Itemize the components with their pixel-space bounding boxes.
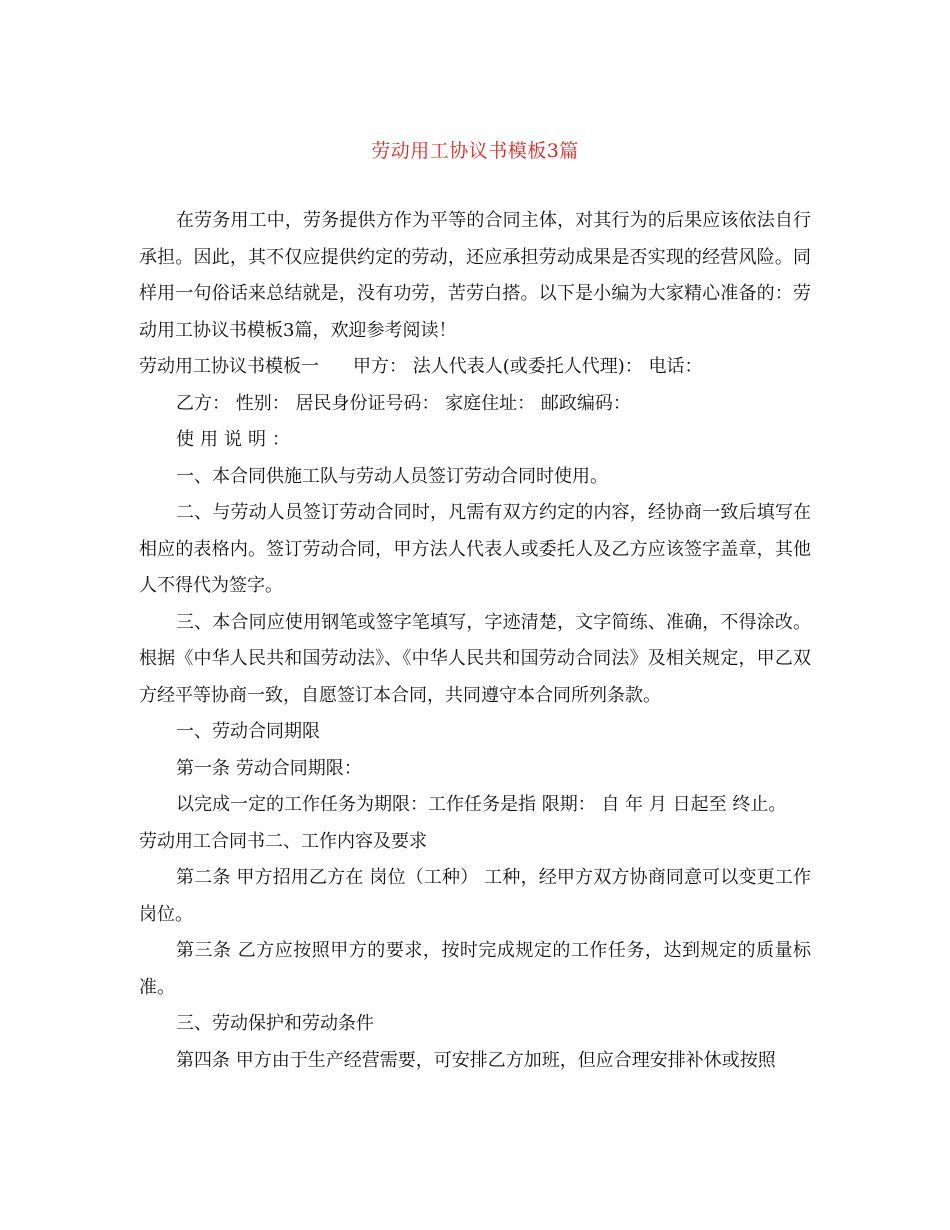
usage-item-3: 三、本合同应使用钢笔或签字笔填写，字迹清楚，文字简练、准确，不得涂改。根据《中华人民共和国劳动法》、《中华人民共和国劳动合同法》及相关规定，甲乙双方经平等协商一致，自愿签订本合同，共同遵守本合同所列条款。: [139, 611, 811, 706]
usage-item-2: 二、与劳动人员签订劳动合同时，凡需有双方约定的内容，经协商一致后填写在相应的表格内。签订劳动合同，甲方法人代表人或委托人及乙方应该签字盖章，其他人不得代为签字。: [139, 502, 811, 596]
article-2: 第二条 甲方招用乙方在 岗位（工种） 工种，经甲方双方协商同意可以变更工作岗位。: [139, 867, 811, 925]
section-heading-3: 三、劳动保护和劳动条件: [176, 1013, 374, 1034]
template-heading: 劳动用工协议书模板一: [139, 356, 319, 377]
intro-paragraph: 在劳务用工中，劳务提供方作为平等的合同主体，对其行为的后果应该依法自行承担。因此，其不仅应提供约定的劳动，还应承担劳动成果是否实现的经营风险。同样用一句俗话来总结就是，没有功劳，苦劳白搭。以下是小编为大家精心准备的：劳动用工协议书模板3篇，欢迎参考阅读！: [139, 210, 811, 341]
article-1-heading: 第一条 劳动合同期限：: [176, 757, 362, 779]
party-b-line: 乙方： 性别： 居民身份证号码： 家庭住址： 邮政编码：: [176, 392, 631, 414]
template-heading-line: [139, 349, 811, 386]
article-3: 第三条 乙方应按照甲方的要求，按时完成规定的工作任务，达到规定的质量标准。: [139, 940, 811, 998]
usage-title: 使用说明：: [176, 429, 296, 450]
section-heading-1: 一、劳动合同期限: [176, 721, 320, 742]
usage-item-1: 一、本合同供施工队与劳动人员签订劳动合同时使用。: [176, 465, 608, 487]
party-a-line: 甲方： 法人代表人(或委托人代理)： 电话：: [353, 356, 703, 377]
article-4: 第四条 甲方由于生产经营需要，可安排乙方加班，但应合理安排补休或按照: [176, 1049, 776, 1071]
article-1-text: 以完成一定的工作任务为期限：工作任务是指 限期： 自 年 月 日起至 终止。: [176, 794, 787, 815]
section-heading-2: 劳动用工合同书二、工作内容及要求: [139, 830, 427, 852]
document-title: 劳动用工协议书模板3篇: [371, 140, 579, 162]
document-body: [139, 203, 811, 1079]
